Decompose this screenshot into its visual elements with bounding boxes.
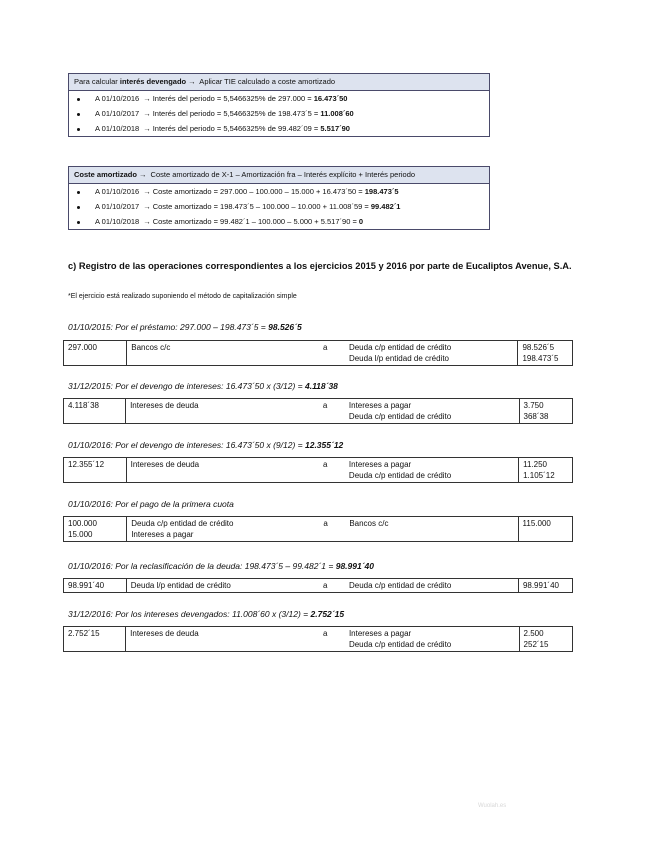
caption-amount: 98.526´5 [268,322,302,332]
debit-amount: 297.000 [64,341,127,366]
item-result: 11.008´60 [320,109,354,118]
section-title: c) Registro de las operaciones correspondientes a los ejercicios 2015 y 2016 por parte de Eucaliptos Avenue, S.A. [68,261,572,271]
item-text: Coste amortizado = 297.000 – 100.000 – 15.000 + 16.473´50 = [152,187,365,196]
item-date: A 01/10/2017 [95,109,140,118]
item-result: 5.517´90 [320,124,350,133]
bullet-icon [77,206,80,209]
debit-account: Deuda c/p entidad de crédito [131,519,234,528]
caption-amount: 12.355´12 [304,440,344,450]
debit-amount: 15.000 [68,530,93,539]
item-result: 16.473´50 [313,94,348,103]
credit-accounts [345,627,519,652]
debit-account: Intereses de deuda [126,399,319,424]
entry-caption [68,381,338,391]
arrow-right-icon: → [138,170,147,179]
debit-amount: 100.000 [68,519,97,528]
list-item [69,214,489,229]
credit-account: Deuda c/p entidad de crédito [348,412,452,421]
bullet-icon [77,128,80,131]
journal-entry [63,578,573,593]
credit-amount: 3.750 [523,401,544,410]
table-row [64,627,573,652]
header-bold: interés devengado [119,77,187,86]
item-text: Interés del periodo = 5,5466325% de 99.482´09 = [152,124,321,133]
credit-amount: 115.000 [518,517,572,542]
debit-accounts [127,517,320,542]
table-row [64,341,573,366]
debit-amounts [64,517,127,542]
debit-account: Intereses de deuda [126,627,319,652]
entry-caption [68,440,343,450]
debit-account: Intereses a pagar [131,530,194,539]
entry-caption [68,322,302,332]
to-marker: a [319,627,345,652]
method-note: *El ejercicio está realizado suponiendo el método de capitalización simple [68,293,297,300]
item-date: A 01/10/2018 [95,217,140,226]
item-date: A 01/10/2017 [95,202,140,211]
debit-account: Deuda l/p entidad de crédito [126,579,319,593]
amortized-cost-header [69,167,489,184]
header-prefix: Para calcular [74,77,120,86]
credit-account: Deuda c/p entidad de crédito [345,579,518,593]
credit-accounts [345,399,519,424]
list-item [69,199,489,214]
arrow-right-icon: → [143,202,151,211]
journal-entry [63,457,573,483]
credit-amount: 1.105´12 [523,471,555,480]
debit-account: Bancos c/c [127,341,319,366]
bullet-icon [77,98,80,101]
credit-amount: 98.991´40 [518,579,572,593]
table-row [64,579,573,593]
credit-account: Intereses a pagar [348,460,412,469]
credit-account: Intereses a pagar [348,629,412,638]
bullet-icon [77,221,80,224]
journal-entry [63,398,573,424]
credit-amounts [519,399,572,424]
credit-account: Deuda c/p entidad de crédito [348,343,452,352]
credit-amounts [519,458,573,483]
item-result: 99.482´1 [370,202,401,211]
amortized-cost-box [68,166,490,230]
to-marker: a [319,458,345,483]
header-suffix: Coste amortizado de X-1 – Amortización fra – Interés explícito + Interés periodo [148,170,416,179]
credit-amount: 11.250 [523,460,547,469]
list-item [69,106,489,121]
arrow-right-icon: → [143,124,151,133]
caption-text: 01/10/2016: Por el pago de la primera cuota [68,499,234,509]
caption-text: 01/10/2016: Por la reclasificación de la deuda: 198.473´5 – 99.482´1 = [68,561,336,571]
interest-accrued-header [69,74,489,91]
to-marker: a [319,517,345,542]
bullet-icon [77,191,80,194]
table-row [64,458,573,483]
entry-caption [68,499,234,509]
arrow-right-icon: → [143,217,151,226]
entry-caption [68,609,344,619]
caption-amount: 98.991´40 [335,561,375,571]
item-text: Interés del periodo = 5,5466325% de 297.000 = [152,94,314,103]
list-item [69,184,489,199]
caption-text: 01/10/2016: Por el devengo de intereses: 16.473´50 x (9/12) = [68,440,305,450]
caption-amount: 2.752´15 [310,609,345,619]
arrow-right-icon: → [143,109,151,118]
credit-account: Bancos c/c [345,517,518,542]
watermark: Wuolah.es [478,803,507,809]
journal-entry [63,340,573,366]
debit-amount: 4.118´38 [64,399,126,424]
caption-text: 01/10/2015: Por el préstamo: 297.000 – 198.473´5 = [68,322,269,332]
credit-amount: 368´38 [523,412,549,421]
item-date: A 01/10/2016 [95,187,140,196]
caption-amount: 4.118´38 [304,381,338,391]
credit-accounts [345,341,518,366]
bullet-icon [77,113,80,116]
debit-amount: 98.991´40 [64,579,127,593]
entry-caption [68,561,374,571]
arrow-right-icon: → [188,77,196,86]
credit-amounts [519,627,572,652]
credit-account: Deuda c/p entidad de crédito [348,640,452,649]
header-suffix: Aplicar TIE calculado a coste amortizado [197,77,336,86]
arrow-right-icon: → [143,94,151,103]
arrow-right-icon: → [143,187,151,196]
journal-entry [63,516,573,542]
credit-account: Intereses a pagar [348,401,412,410]
header-bold: Coste amortizado [74,170,137,179]
item-result: 0 [358,217,364,226]
table-row [64,399,573,424]
credit-amounts [518,341,573,366]
item-text: Coste amortizado = 198.473´5 – 100.000 – 10.000 + 11.008´59 = [152,202,371,211]
to-marker: a [319,579,345,593]
item-date: A 01/10/2018 [95,124,140,133]
credit-account: Deuda c/p entidad de crédito [348,471,452,480]
journal-entry [63,626,573,652]
to-marker: a [319,341,345,366]
list-item [69,121,489,136]
item-text: Coste amortizado = 99.482´1 – 100.000 – 5.000 + 5.517´90 = [152,217,359,226]
debit-amount: 12.355´12 [64,458,127,483]
item-date: A 01/10/2016 [95,94,140,103]
interest-accrued-box [68,73,490,137]
caption-text: 31/12/2016: Por los intereses devengados: 11.008´60 x (3/12) = [68,609,311,619]
credit-amount: 98.526´5 [522,343,555,352]
item-result: 198.473´5 [364,187,399,196]
debit-amount: 2.752´15 [64,627,126,652]
credit-amount: 252´15 [523,640,549,649]
credit-amount: 2.500 [523,629,544,638]
list-item [69,91,489,106]
item-text: Interés del periodo = 5,5466325% de 198.473´5 = [152,109,321,118]
credit-accounts [345,458,519,483]
debit-account: Intereses de deuda [126,458,319,483]
table-row [64,517,573,542]
caption-text: 31/12/2015: Por el devengo de intereses: 16.473´50 x (3/12) = [68,381,305,391]
credit-account: Deuda l/p entidad de crédito [348,354,450,363]
credit-amount: 198.473´5 [522,354,559,363]
to-marker: a [319,399,345,424]
